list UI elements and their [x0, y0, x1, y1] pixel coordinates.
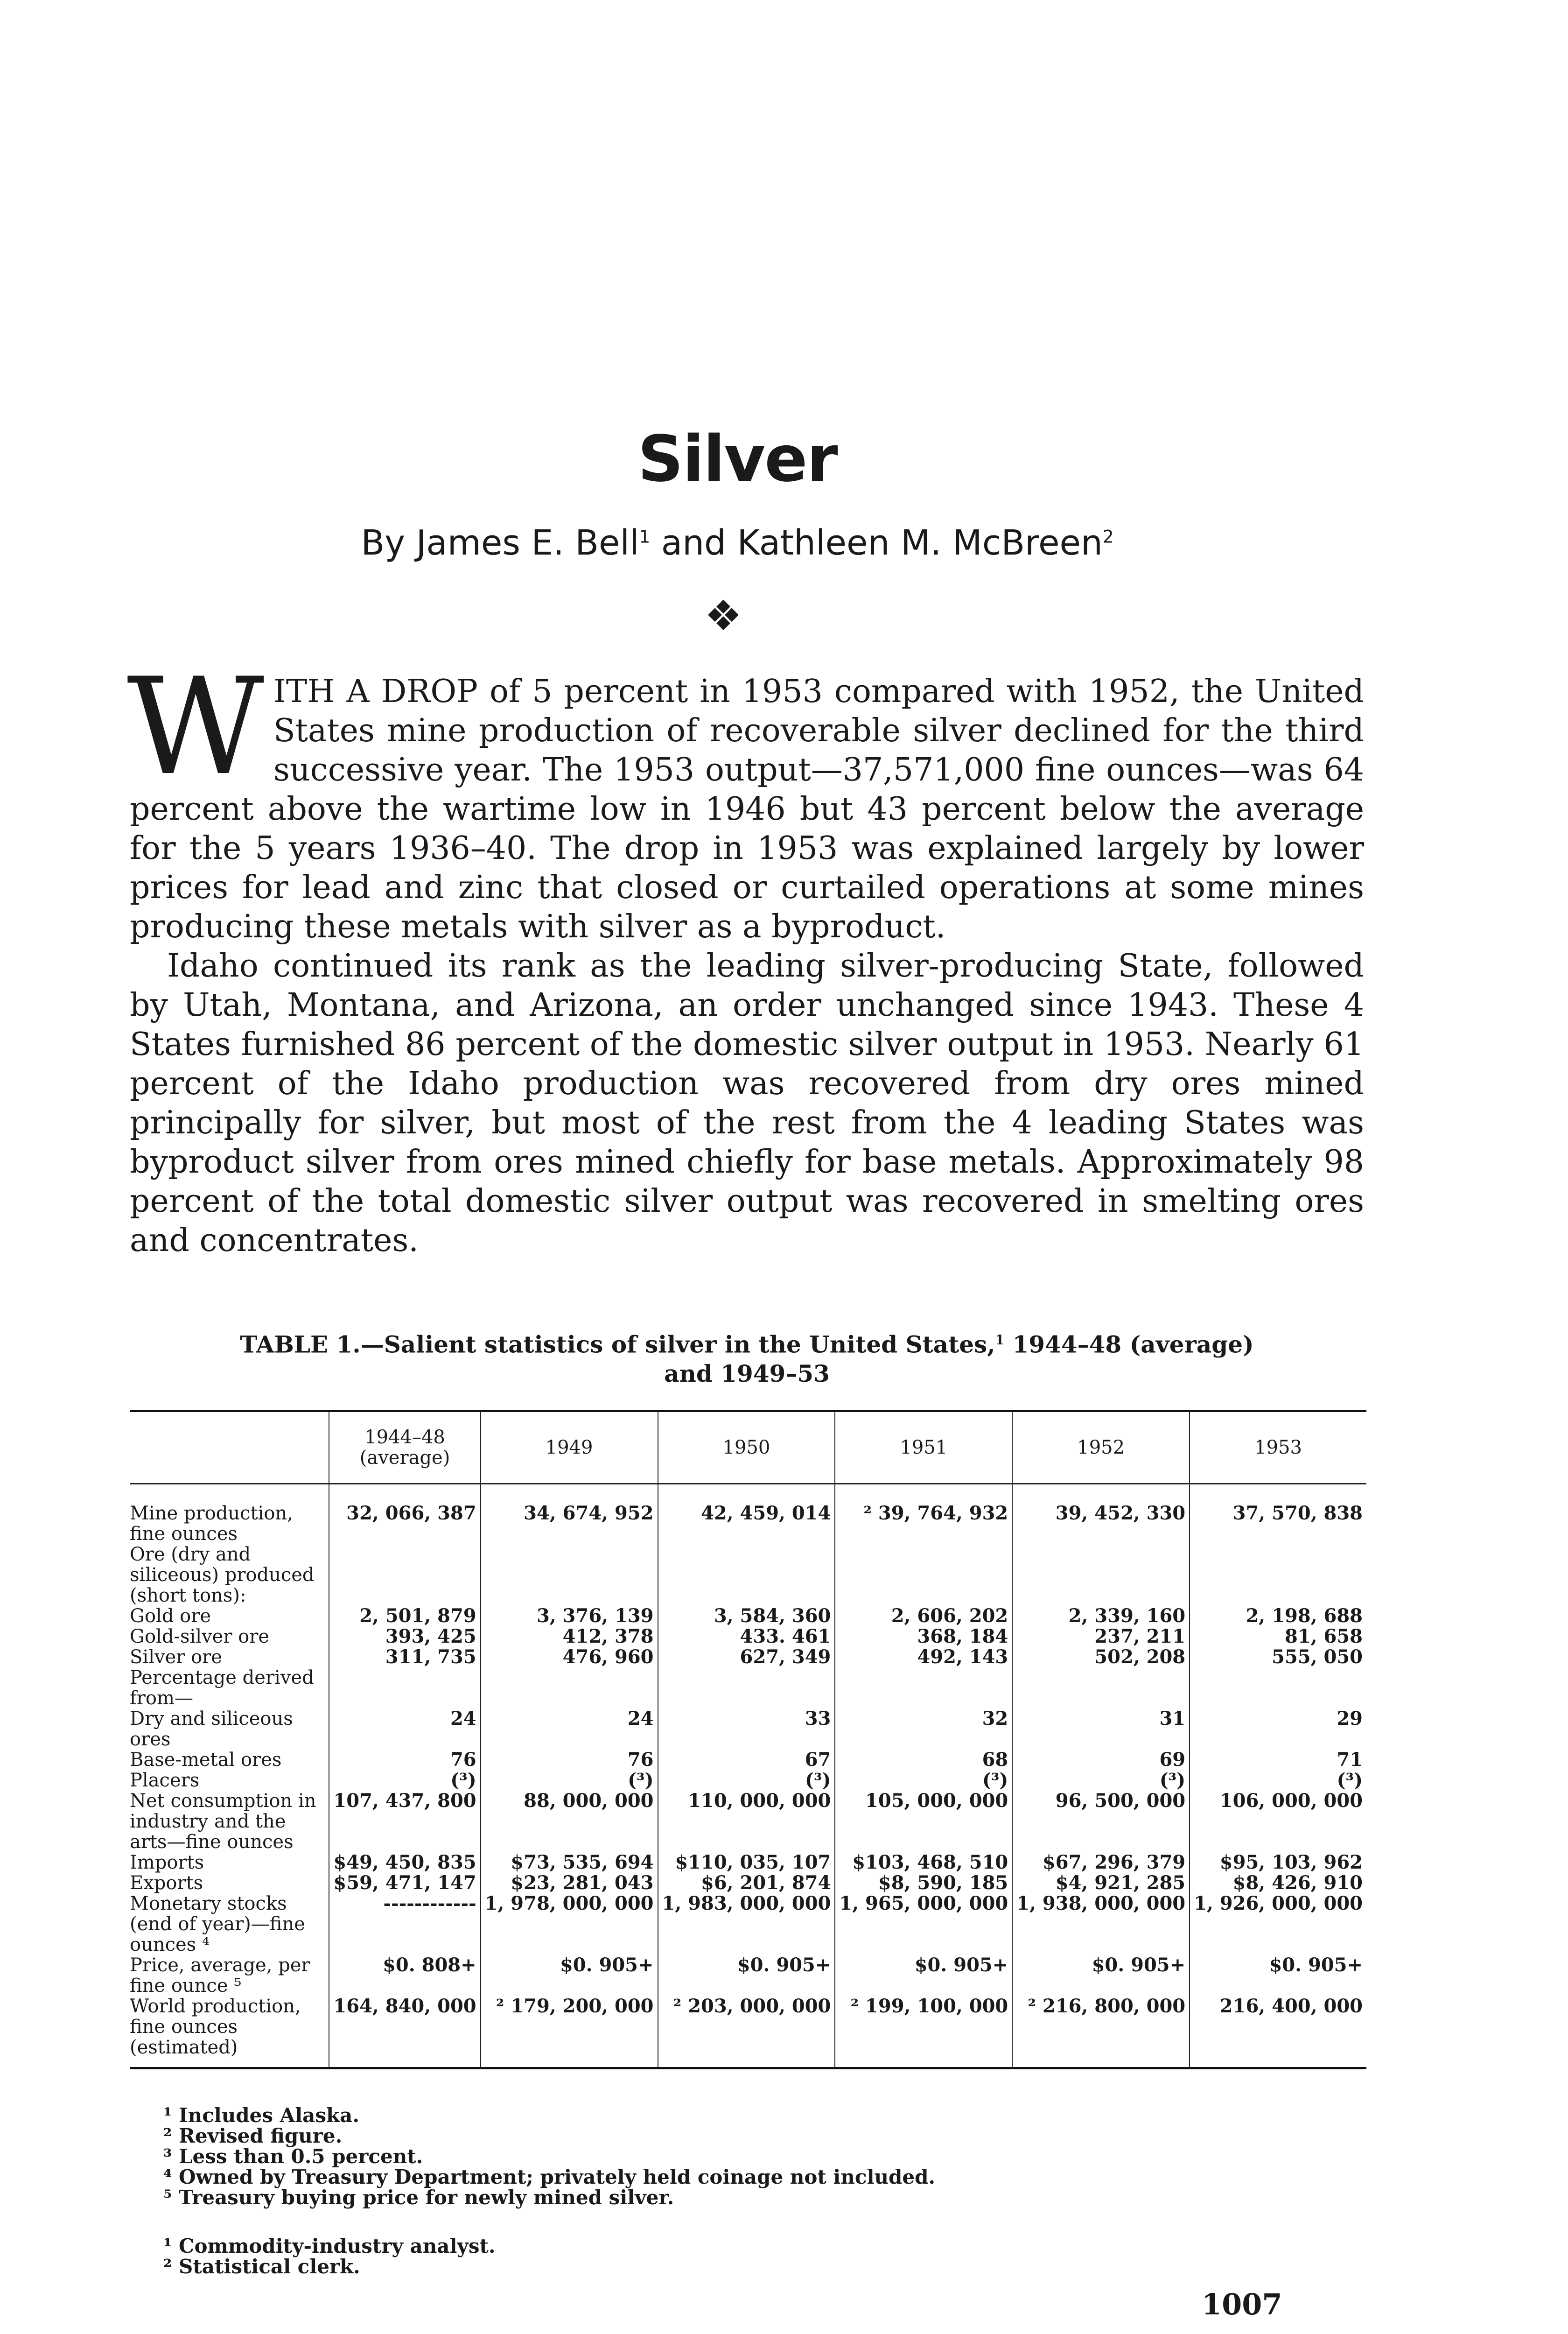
- table-cell: 368, 184: [835, 1626, 1012, 1647]
- table-header-cell: 1949: [481, 1411, 658, 1484]
- table-cell: 76: [329, 1750, 480, 1770]
- table-caption-line-2: and 1949–53: [664, 1359, 830, 1387]
- table-cell: 433. 461: [658, 1626, 835, 1647]
- row-label: Percentage derived from—: [130, 1667, 314, 1709]
- table-cell: $110, 035, 107: [658, 1852, 835, 1873]
- table-cell: [329, 1544, 480, 1606]
- table-caption-ref: 1: [995, 1332, 1005, 1348]
- table-caption: [130, 1326, 1364, 1388]
- author-note: ¹ Commodity-industry analyst.: [163, 2235, 496, 2257]
- table-cell: (³): [1190, 1770, 1366, 1791]
- table-cell: $8, 590, 185: [835, 1873, 1012, 1893]
- table-cell: [481, 1667, 658, 1708]
- footnote: ⁵ Treasury buying price for newly mined silver.: [163, 2186, 674, 2209]
- table-cell: 393, 425: [329, 1626, 480, 1647]
- row-label: Ore (dry and siliceous) produced (short tons):: [130, 1544, 315, 1606]
- table-cell: 1, 926, 000, 000: [1190, 1893, 1366, 1955]
- table-cell: 32: [835, 1708, 1012, 1750]
- table-cell: $4, 921, 285: [1012, 1873, 1190, 1893]
- table-cell: 2, 501, 879: [329, 1606, 480, 1626]
- table-row: [130, 1852, 1366, 1873]
- salient-statistics-table: [130, 1410, 1366, 2069]
- table-cell: [658, 1544, 835, 1606]
- table-cell: ² 179, 200, 000: [481, 1996, 658, 2068]
- table-row: [130, 1893, 1366, 1955]
- table-header-cell: 1944–48 (average): [329, 1411, 480, 1484]
- paragraph-1: [127, 650, 1364, 947]
- table-row: [130, 1667, 1366, 1708]
- table-caption-line-1-end: 1944–48 (average): [1004, 1330, 1254, 1358]
- table-cell: $67, 296, 379: [1012, 1852, 1190, 1873]
- table-footnotes: [163, 2105, 1283, 2208]
- table-cell: (³): [658, 1770, 835, 1791]
- row-label: Base-metal ores: [130, 1749, 282, 1771]
- row-label: Gold ore: [130, 1605, 211, 1627]
- table-cell: 24: [329, 1708, 480, 1750]
- table-cell: $0. 905+: [481, 1955, 658, 1996]
- byline-author-2: and Kathleen M. McBreen: [650, 523, 1103, 563]
- table-cell: ------------: [329, 1893, 480, 1955]
- table-cell: 2, 339, 160: [1012, 1606, 1190, 1626]
- table-row: [130, 1606, 1366, 1626]
- table-header-cell: 1953: [1190, 1411, 1366, 1484]
- table-cell: [658, 1667, 835, 1708]
- table-cell: ² 39, 764, 932: [835, 1484, 1012, 1545]
- table-cell: $73, 535, 694: [481, 1852, 658, 1873]
- row-label: Mine production, fine ounces: [130, 1503, 293, 1545]
- table-row: [130, 1996, 1366, 2068]
- table-cell: $59, 471, 147: [329, 1873, 480, 1893]
- table-row: [130, 1544, 1366, 1606]
- table-header-label: [130, 1411, 329, 1484]
- table-cell: 31: [1012, 1708, 1190, 1750]
- table-caption-line-1: TABLE 1.—Salient statistics of silver in the United States,: [240, 1330, 995, 1358]
- table-header-cell: 1952: [1012, 1411, 1190, 1484]
- table-cell: 33: [658, 1708, 835, 1750]
- table-cell: 39, 452, 330: [1012, 1484, 1190, 1545]
- table-cell: 34, 674, 952: [481, 1484, 658, 1545]
- table-cell: 3, 376, 139: [481, 1606, 658, 1626]
- table-cell: [835, 1667, 1012, 1708]
- table-cell: 24: [481, 1708, 658, 1750]
- table-body: [130, 1484, 1366, 2068]
- table-cell: 76: [481, 1750, 658, 1770]
- table-header-row: [130, 1411, 1366, 1484]
- table-cell: 2, 198, 688: [1190, 1606, 1366, 1626]
- table-header-cell: 1951: [835, 1411, 1012, 1484]
- table-cell: 67: [658, 1750, 835, 1770]
- table-cell: 1, 938, 000, 000: [1012, 1893, 1190, 1955]
- table-cell: $0. 905+: [835, 1955, 1012, 1996]
- table-row: [130, 1626, 1366, 1647]
- table-cell: 216, 400, 000: [1190, 1996, 1366, 2068]
- article-body: [127, 650, 1364, 1260]
- row-label: Net consumption in industry and the arts—fine ounces: [130, 1790, 316, 1853]
- table-cell: [1012, 1667, 1190, 1708]
- table-cell: 88, 000, 000: [481, 1791, 658, 1852]
- table-row: [130, 1770, 1366, 1791]
- table-cell: ² 216, 800, 000: [1012, 1996, 1190, 2068]
- byline: [0, 523, 1475, 563]
- table-cell: 110, 000, 000: [658, 1791, 835, 1852]
- table-cell: 2, 606, 202: [835, 1606, 1012, 1626]
- row-label: Imports: [130, 1852, 204, 1873]
- table-cell: 476, 960: [481, 1647, 658, 1667]
- row-label: World production, fine ounces (estimated): [130, 1996, 301, 2058]
- table-cell: (³): [835, 1770, 1012, 1791]
- table-cell: 106, 000, 000: [1190, 1791, 1366, 1852]
- table-row: [130, 1708, 1366, 1750]
- table-cell: 42, 459, 014: [658, 1484, 835, 1545]
- paragraph-2: Idaho continued its rank as the leading silver-producing State, followed by Utah, Montana, and Arizona, an order unchanged since 1943. These 4 States furnished 86 percent of the domestic silver output in 1953. Nearly 61 percent of the Idaho production was recovered from dry ores mined principally for silver, but most of the rest from the 4 leading States was byproduct silver from ores mined chiefly for base metals. Approximately 98 percent of the total domestic silver output was recovered in smelting ores and concentrates.: [130, 948, 1364, 1259]
- table-cell: 71: [1190, 1750, 1366, 1770]
- table-cell: 68: [835, 1750, 1012, 1770]
- table-cell: 69: [1012, 1750, 1190, 1770]
- page-title: Silver: [637, 422, 837, 496]
- table-cell: 107, 437, 800: [329, 1791, 480, 1852]
- table-cell: 1, 965, 000, 000: [835, 1893, 1012, 1955]
- table-cell: 502, 208: [1012, 1647, 1190, 1667]
- table-cell: (³): [481, 1770, 658, 1791]
- table-cell: 29: [1190, 1708, 1366, 1750]
- table-cell: 412, 378: [481, 1626, 658, 1647]
- table-cell: $6, 201, 874: [658, 1873, 835, 1893]
- table-cell: $0. 905+: [1190, 1955, 1366, 1996]
- table-cell: (³): [1012, 1770, 1190, 1791]
- table-row: [130, 1647, 1366, 1667]
- table-cell: 555, 050: [1190, 1647, 1366, 1667]
- row-label: Placers: [130, 1770, 200, 1791]
- row-label: Silver ore: [130, 1646, 222, 1668]
- table-cell: $0. 808+: [329, 1955, 480, 1996]
- table-cell: 32, 066, 387: [329, 1484, 480, 1545]
- table-cell: 3, 584, 360: [658, 1606, 835, 1626]
- table-cell: 311, 735: [329, 1647, 480, 1667]
- row-label: Monetary stocks (end of year)—fine ounces ⁴: [130, 1893, 305, 1955]
- table-row: [130, 1484, 1366, 1545]
- table-cell: 96, 500, 000: [1012, 1791, 1190, 1852]
- table-cell: 1, 978, 000, 000: [481, 1893, 658, 1955]
- drop-cap: W: [127, 650, 264, 805]
- footnote: ⁴ Owned by Treasury Department; privately held coinage not included.: [163, 2165, 936, 2188]
- table-cell: [1190, 1667, 1366, 1708]
- row-label: Dry and siliceous ores: [130, 1708, 293, 1750]
- author-2-ref: 2: [1102, 527, 1114, 547]
- table-cell: $8, 426, 910: [1190, 1873, 1366, 1893]
- ornament-icon: ❖: [704, 591, 742, 640]
- table-row: [130, 1791, 1366, 1852]
- table-cell: 81, 658: [1190, 1626, 1366, 1647]
- table-cell: 1, 983, 000, 000: [658, 1893, 835, 1955]
- footnote: ¹ Includes Alaska.: [163, 2104, 359, 2127]
- table-row: [130, 1750, 1366, 1770]
- table-cell: $103, 468, 510: [835, 1852, 1012, 1873]
- table-row: [130, 1955, 1366, 1996]
- paragraph-1-text: ITH A DROP of 5 percent in 1953 compared with 1952, the United States mine production of recoverable silver declined for the third successive year. The 1953 output—37,571,000 fine ounces—was 64 percent above the wartime low in 1946 but 43 percent below the average for the 5 years 1936–40. The drop in 1953 was explained largely by lower prices for lead and zinc that closed or curtailed operations at some mines producing these metals with silver as a byproduct.: [130, 673, 1364, 945]
- table-cell: [835, 1544, 1012, 1606]
- table-cell: 105, 000, 000: [835, 1791, 1012, 1852]
- author-1-ref: 1: [639, 527, 651, 547]
- footnote: ² Revised figure.: [163, 2124, 343, 2147]
- table-cell: ² 203, 000, 000: [658, 1996, 835, 2068]
- author-notes: [163, 2236, 1283, 2277]
- footnote: ³ Less than 0.5 percent.: [163, 2145, 423, 2168]
- table-cell: [481, 1544, 658, 1606]
- row-label: Exports: [130, 1872, 203, 1894]
- table-cell: [329, 1667, 480, 1708]
- table-cell: 627, 349: [658, 1647, 835, 1667]
- table-cell: $0. 905+: [1012, 1955, 1190, 1996]
- table-cell: 492, 143: [835, 1647, 1012, 1667]
- table-cell: ² 199, 100, 000: [835, 1996, 1012, 2068]
- table-cell: [1190, 1544, 1366, 1606]
- table-cell: $95, 103, 962: [1190, 1852, 1366, 1873]
- table-cell: $0. 905+: [658, 1955, 835, 1996]
- table-cell: (³): [329, 1770, 480, 1791]
- row-label: Gold-silver ore: [130, 1626, 270, 1647]
- table-cell: 164, 840, 000: [329, 1996, 480, 2068]
- table-cell: [1012, 1544, 1190, 1606]
- author-note: ² Statistical clerk.: [163, 2255, 360, 2278]
- row-label: Price, average, per fine ounce ⁵: [130, 1954, 310, 1997]
- table-header-cell: 1950: [658, 1411, 835, 1484]
- byline-author-1: By James E. Bell: [361, 523, 639, 563]
- table-row: [130, 1873, 1366, 1893]
- table-cell: $49, 450, 835: [329, 1852, 480, 1873]
- page-number: 1007: [1202, 2287, 1282, 2321]
- table-cell: $23, 281, 043: [481, 1873, 658, 1893]
- table-cell: 37, 570, 838: [1190, 1484, 1366, 1545]
- table-cell: 237, 211: [1012, 1626, 1190, 1647]
